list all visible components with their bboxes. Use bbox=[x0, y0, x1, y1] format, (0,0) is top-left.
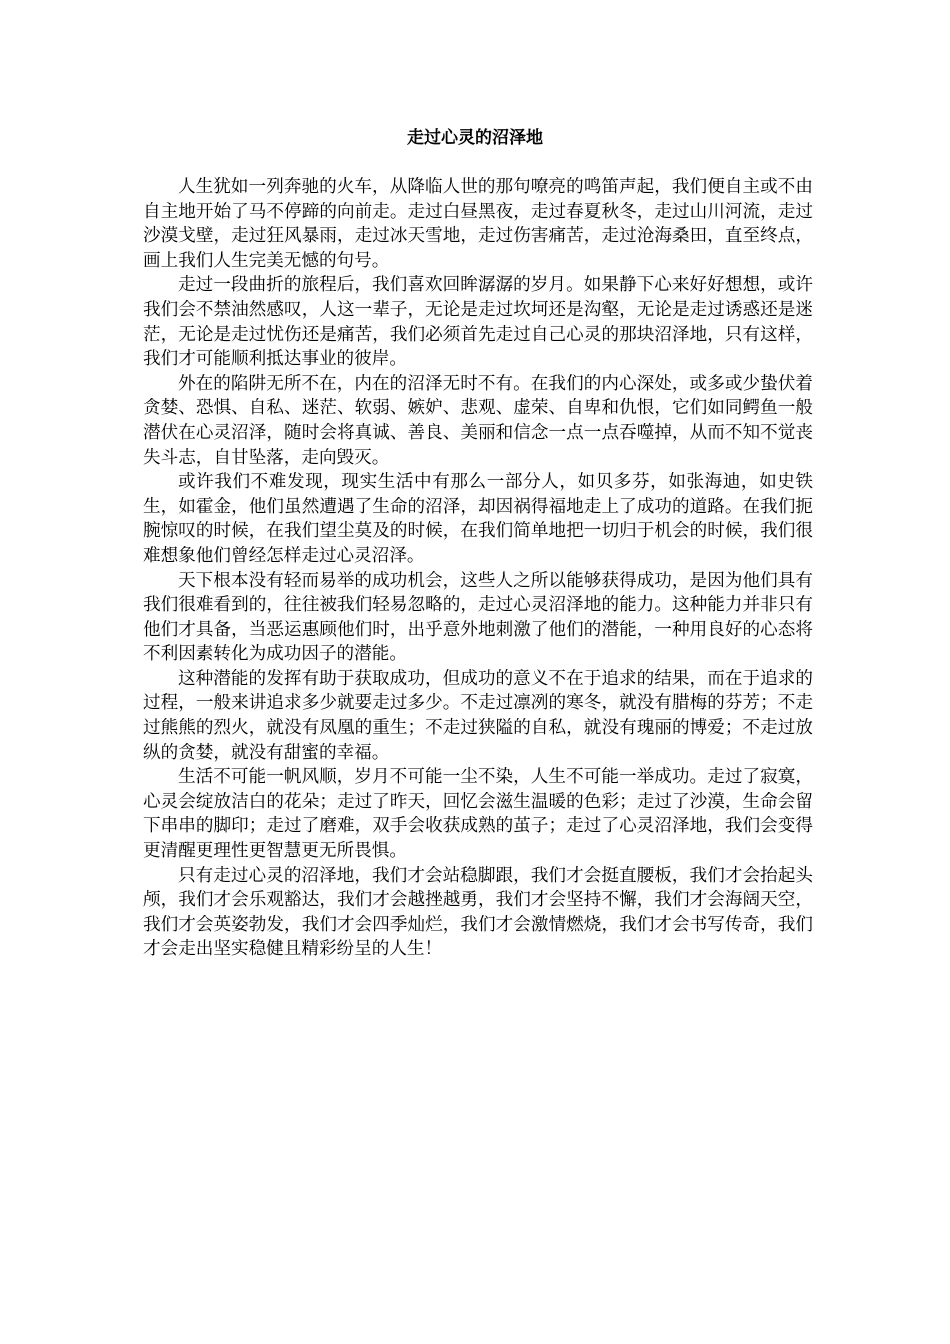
paragraph: 外在的陷阱无所不在，内在的沼泽无时不有。在我们的内心深处，或多或少蛰伏着贪婪、恐惧、自私、迷茫、软弱、嫉妒、悲观、虚荣、自卑和仇恨，它们如同鳄鱼一般潜伏在心灵沼泽，随时会将真诚、善良、美丽和信念一点一点吞噬掉，从而不知不觉丧失斗志，自甘坠落，走向毁灭。 bbox=[143, 373, 813, 468]
paragraph: 这种潜能的发挥有助于获取成功，但成功的意义不在于追求的结果，而在于追求的过程，一般来讲追求多少就要走过多少。不走过凛冽的寒冬，就没有腊梅的芬芳；不走过熊熊的烈火，就没有凤凰的重生；不走过狭隘的自私，就没有瑰丽的博爱；不走过放纵的贪婪，就没有甜蜜的幸福。 bbox=[143, 668, 813, 763]
document-title: 走过心灵的沼泽地 bbox=[407, 128, 543, 148]
paragraph: 或许我们不难发现，现实生活中有那么一部分人，如贝多芬，如张海迪，如史铁生，如霍金，他们虽然遭遇了生命的沼泽，却因祸得福地走上了成功的道路。在我们扼腕惊叹的时候，在我们望尘莫及的时候，在我们简单地把一切归于机会的时候，我们很难想象他们曾经怎样走过心灵沼泽。 bbox=[143, 472, 813, 566]
document-body bbox=[143, 175, 813, 962]
paragraph: 人生犹如一列奔驰的火车，从降临人世的那句嘹亮的鸣笛声起，我们便自主或不由自主地开始了马不停蹄的向前走。走过白昼黑夜，走过春夏秋冬，走过山川河流，走过沙漠戈壁，走过狂风暴雨，走过冰天雪地，走过伤害痛苦，走过沧海桑田，直至终点，画上我们人生完美无憾的句号。 bbox=[143, 177, 813, 271]
paragraph: 只有走过心灵的沼泽地，我们才会站稳脚跟，我们才会挺直腰板，我们才会抬起头颅，我们才会乐观豁达，我们才会越挫越勇，我们才会坚持不懈，我们才会海阔天空，我们才会英姿勃发，我们才会四季灿烂，我们才会激情燃烧，我们才会书写传奇，我们才会走出坚实稳健且精彩纷呈的人生！ bbox=[143, 865, 813, 960]
paragraph: 生活不可能一帆风顺，岁月不可能一尘不染，人生不可能一举成功。走过了寂寞，心灵会绽放洁白的花朵；走过了昨天，回忆会滋生温暖的色彩；走过了沙漠，生命会留下串串的脚印；走过了磨难，双手会收获成熟的茧子；走过了心灵沼泽地，我们会变得更清醒更理性更智慧更无所畏惧。 bbox=[143, 767, 813, 862]
paragraph: 走过一段曲折的旅程后，我们喜欢回眸潺潺的岁月。如果静下心来好好想想，或许我们会不禁油然感叹，人这一辈子，无论是走过坎坷还是沟壑，无论是走过诱惑还是迷茫，无论是走过忧伤还是痛苦，我们必须首先走过自己心灵的那块沼泽地，只有这样，我们才可能顺利抵达事业的彼岸。 bbox=[143, 275, 813, 370]
paragraph: 天下根本没有轻而易举的成功机会，这些人之所以能够获得成功，是因为他们具有我们很难看到的，往往被我们轻易忽略的，走过心灵沼泽地的能力。这种能力并非只有他们才具备，当恶运惠顾他们时，出乎意外地刺激了他们的潜能，一种用良好的心态将不利因素转化为成功因子的潜能。 bbox=[143, 570, 813, 665]
